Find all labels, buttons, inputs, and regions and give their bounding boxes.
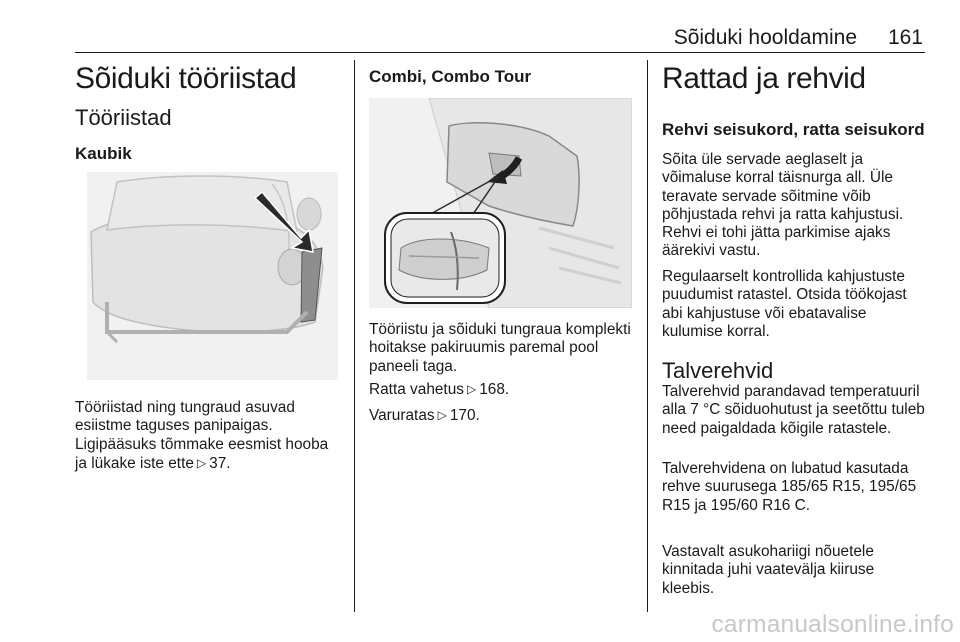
page-reference-link[interactable]: 168. (479, 381, 510, 398)
heading-winter-tyres: Talverehvid (662, 358, 774, 383)
paragraph-winter-tyres-safety: Talverehvid parandavad temperatuuril alla 7 °C sõiduohutust ja seetõttu tuleb need paigaldada kõigile ratastele. (662, 383, 925, 437)
paragraph-spare-wheel-text: Varuratas (369, 407, 435, 424)
paragraph-wheel-change-text: Ratta vahetus (369, 381, 464, 398)
running-header (75, 26, 925, 52)
page-reference-arrow-icon: ▷ (196, 455, 207, 470)
trunk-drawing (369, 98, 632, 308)
page-reference-arrow-icon: ▷ (466, 382, 477, 396)
seat-drawing (87, 172, 338, 380)
seat-tool-storage-illustration (87, 172, 338, 380)
trunk-tool-storage-illustration (369, 98, 632, 308)
heading-tyre-condition: Rehvi seisukord, ratta seisukord (662, 120, 925, 139)
paragraph-van-tools (75, 399, 343, 473)
paragraph-wheel-change (369, 380, 634, 399)
column-divider-2 (647, 60, 648, 612)
page-reference-arrow-icon: ▷ (437, 408, 447, 422)
page-reference-link[interactable]: 37. (209, 454, 231, 472)
heading-combi: Combi, Combo Tour (369, 67, 532, 86)
section-title-wheels-tyres: Rattad ja rehvid (662, 62, 866, 95)
header-section-title: Sõiduki hooldamine (673, 26, 857, 49)
watermark: carmanualsonline.info (711, 611, 954, 638)
paragraph-tyre-inspection: Regulaarselt kontrollida kahjustuste puudumist ratastel. Otsida töökojast abi kahjustuse või ebatavalise kulumise korral. (662, 268, 907, 340)
paragraph-van-tools-text: Tööriistad ning tungraud asuvad esiistme taguses panipaigas. Ligipääsuks tõmmake eesmist hooba ja lükake iste ette (75, 399, 329, 472)
section-title-tools: Sõiduki tööriistad (75, 62, 297, 95)
paragraph-tyre-edges: Sõita üle servade aeglaselt ja võimaluse korral täisnurga all. Üle teravate servade sõitmine võib põhjustada rehvi ja ratta kahjustusi. Rehvi ei tohi jätta parkimise ajaks äärekivi vastu. (662, 151, 904, 260)
paragraph-combi-storage: Tööriistu ja sõiduki tungraua komplekti hoitakse pakiruumis paremal pool paneeli taga. (369, 321, 631, 375)
column-divider-1 (354, 60, 355, 612)
paragraph-spare-wheel (369, 406, 634, 425)
paragraph-speed-sticker: Vastavalt asukohariigi nõuetele kinnitada juhi vaatevälja kiiruse kleebis. (662, 543, 875, 597)
header-page-number: 161 (887, 26, 923, 49)
page-reference-link[interactable]: 170. (449, 407, 480, 424)
paragraph-winter-tyre-sizes: Talverehvidena on lubatud kasutada rehve suurusega 185/65 R15, 195/65 R15 ja 195/60 R16 C. (662, 460, 917, 514)
subsection-title-tools: Tööriistad (75, 105, 172, 130)
header-rule (75, 52, 925, 53)
heading-van: Kaubik (75, 144, 132, 163)
